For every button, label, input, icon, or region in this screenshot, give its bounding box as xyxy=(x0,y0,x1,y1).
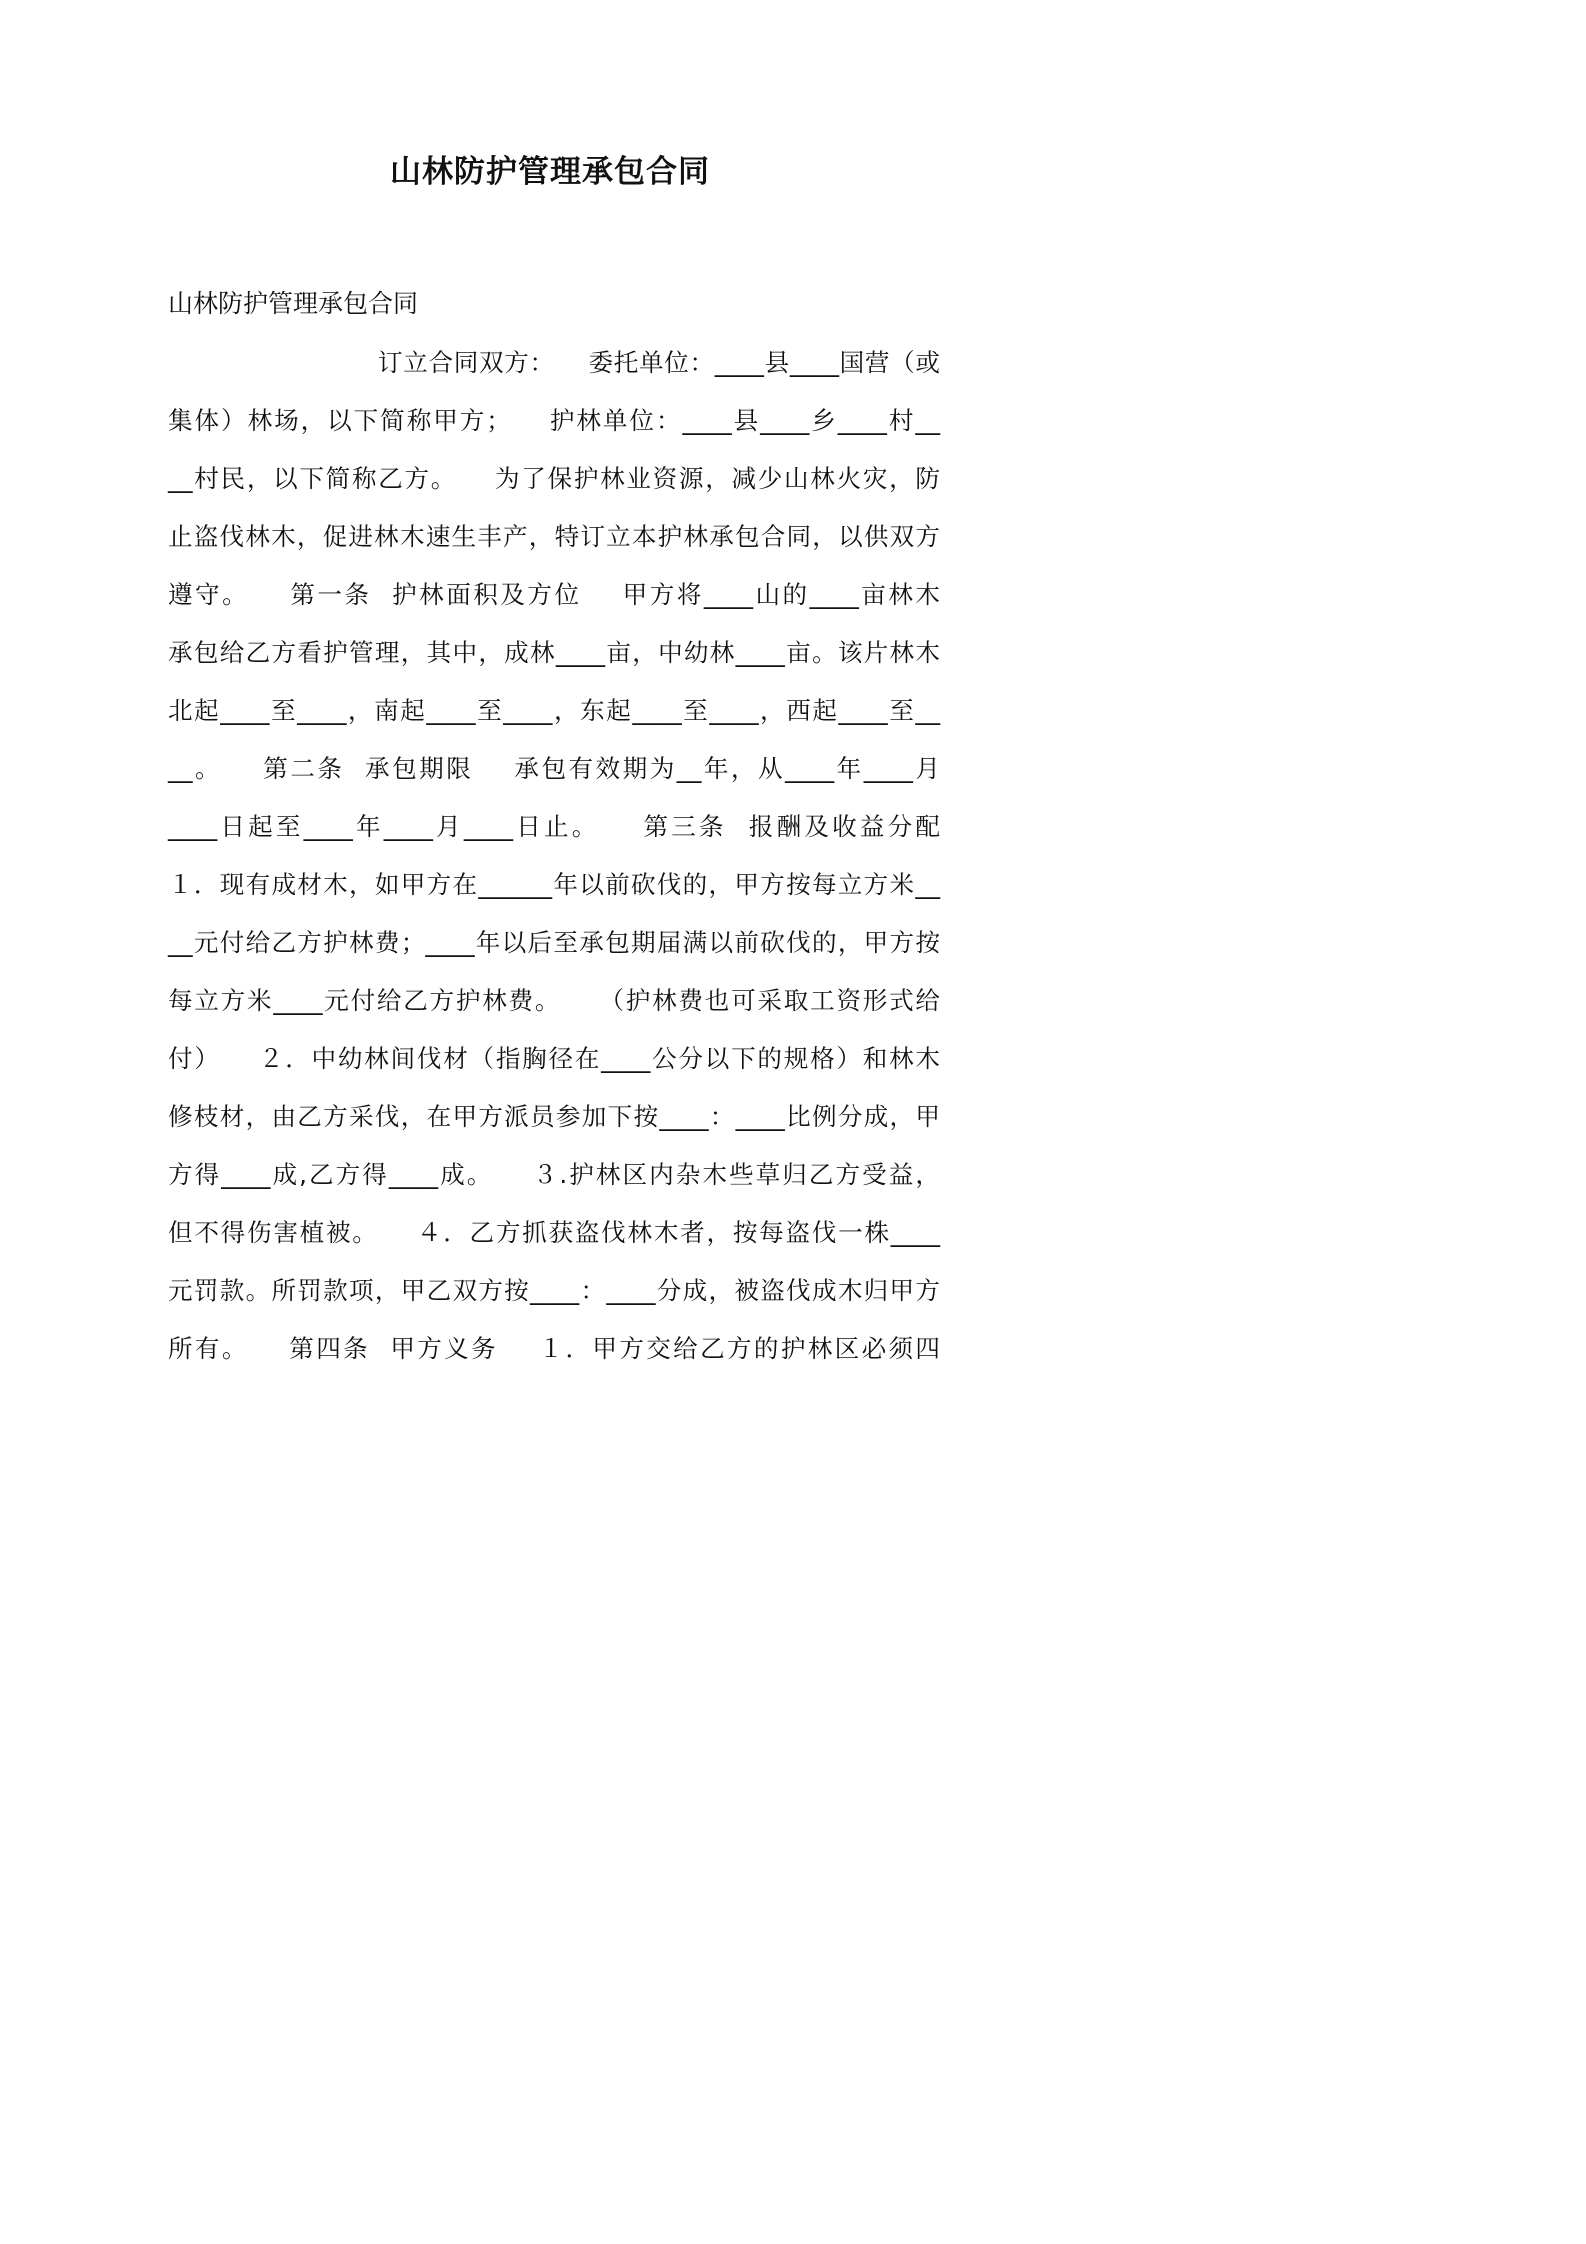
document-page xyxy=(0,0,1100,1556)
body-line: 但不得伤害植被。 ４．乙方抓获盗伐林木者，按每盗伐一株____ xyxy=(168,1218,940,1247)
body-line: 订立合同双方： 委托单位：____县____国营（或 xyxy=(378,348,940,377)
body-line: 承包给乙方看护管理，其中，成林____亩，中幼林____亩。该片林木 xyxy=(168,638,940,667)
document-body xyxy=(168,340,940,1384)
body-line: １．现有成材木，如甲方在______年以前砍伐的，甲方按每立方米__ xyxy=(168,870,940,899)
body-line: 集体）林场，以下简称甲方； 护林单位：____县____乡____村__ xyxy=(168,406,940,435)
document-title: 山林防护管理承包合同 xyxy=(390,154,710,190)
body-line: 遵守。 第一条 护林面积及方位 甲方将____山的____亩林木 xyxy=(168,580,940,609)
body-line: 方得____成,乙方得____成。 ３.护林区内杂木些草归乙方受益， xyxy=(168,1160,940,1189)
body-line: 付） ２．中幼林间伐材（指胸径在____公分以下的规格）和林木 xyxy=(168,1044,940,1073)
document-heading: 山林防护管理承包合同 xyxy=(168,289,419,318)
body-line: 止盗伐林木，促进林木速生丰产，特订立本护林承包合同，以供双方 xyxy=(168,522,940,551)
body-line: __元付给乙方护林费；____年以后至承包期届满以前砍伐的，甲方按 xyxy=(168,928,940,957)
body-line: 所有。 第四条 甲方义务 １．甲方交给乙方的护林区必须四 xyxy=(168,1334,940,1363)
body-line: 元罚款。所罚款项，甲乙双方按____：____分成，被盗伐成木归甲方 xyxy=(168,1276,940,1305)
body-line: ____日起至____年____月____日止。 第三条 报酬及收益分配 xyxy=(168,812,940,841)
body-line: 修枝材，由乙方采伐，在甲方派员参加下按____：____比例分成，甲 xyxy=(168,1102,940,1131)
body-line: 北起____至____，南起____至____，东起____至____，西起____至__ xyxy=(168,696,940,725)
body-line: 每立方米____元付给乙方护林费。 （护林费也可采取工资形式给 xyxy=(168,986,940,1015)
body-line: __。 第二条 承包期限 承包有效期为__年，从____年____月 xyxy=(168,754,940,783)
body-line: __村民，以下简称乙方。 为了保护林业资源，减少山林火灾，防 xyxy=(168,464,940,493)
